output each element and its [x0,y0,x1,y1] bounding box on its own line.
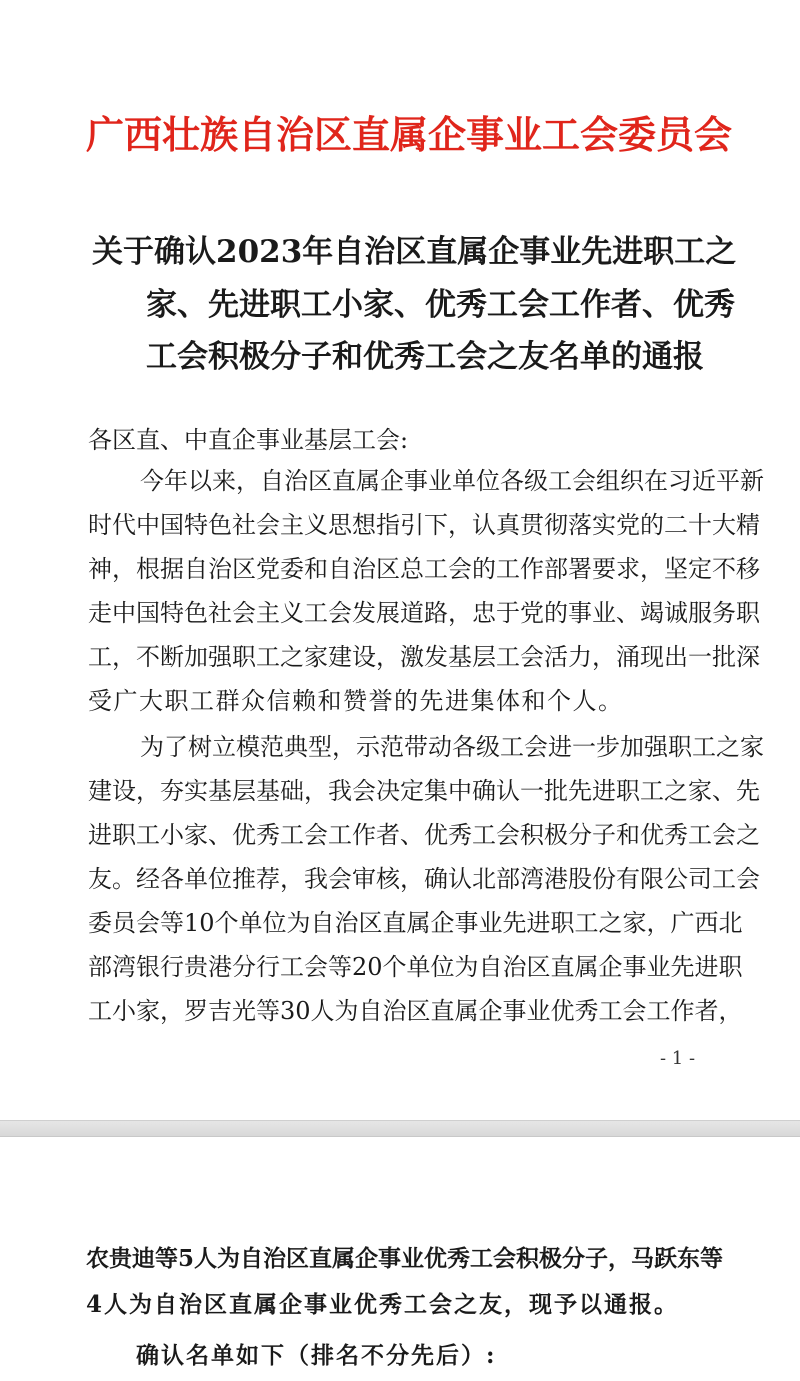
page-separator [0,1120,800,1137]
title-line-3: 工会积极分子和优秀工会之友名单的通报 [146,339,704,375]
title-line-2: 家、先进职工小家、优秀工会工作者、优秀 [146,287,735,323]
p2-line: 友。经各单位推荐，我会审核，确认北部湾港股份有限公司工会 [88,865,760,893]
p1-line: 神，根据自治区党委和自治区总工会的工作部署要求，坚定不移 [88,555,760,583]
p2-line: 进职工小家、优秀工会工作者、优秀工会积极分子和优秀工会之 [88,821,760,849]
p1-line: 今年以来，自治区直属企事业单位各级工会组织在习近平新 [140,467,764,495]
p2-line: 委员会等10个单位为自治区直属企事业先进职工之家，广西北 [88,909,743,937]
p1-line: 工，不断加强职工之家建设，激发基层工会活力，涌现出一批深 [88,643,760,671]
title-line-1: 关于确认2023年自治区直属企事业先进职工之 [92,234,737,270]
p1-line: 受广大职工群众信赖和赞誉的先进集体和个人。 [88,687,622,715]
p2-line: 建设，夯实基层基础，我会决定集中确认一批先进职工之家、先 [88,777,760,805]
p1-line: 时代中国特色社会主义思想指引下，认真贯彻落实党的二十大精 [88,511,760,539]
page2-line: 4人为自治区直属企事业优秀工会之友，现予以通报。 [86,1291,680,1318]
issuing-org-header: 广西壮族自治区直属企事业工会委员会 [86,112,733,157]
page-number: - 1 - [660,1048,696,1069]
list-intro: 确认名单如下（排名不分先后）: [136,1342,497,1369]
p2-line: 为了树立模范典型，示范带动各级工会进一步加强职工之家 [140,733,764,761]
salutation: 各区直、中直企事业基层工会: [88,426,409,454]
page2-line: 农贵迪等5人为自治区直属企事业优秀工会积极分子，马跃东等 [86,1245,724,1272]
p2-line: 部湾银行贵港分行工会等20个单位为自治区直属企事业先进职 [88,953,743,981]
p1-line: 走中国特色社会主义工会发展道路，忠于党的事业、竭诚服务职 [88,599,760,627]
p2-line: 工小家，罗吉光等30人为自治区直属企事业优秀工会工作者， [88,997,743,1025]
